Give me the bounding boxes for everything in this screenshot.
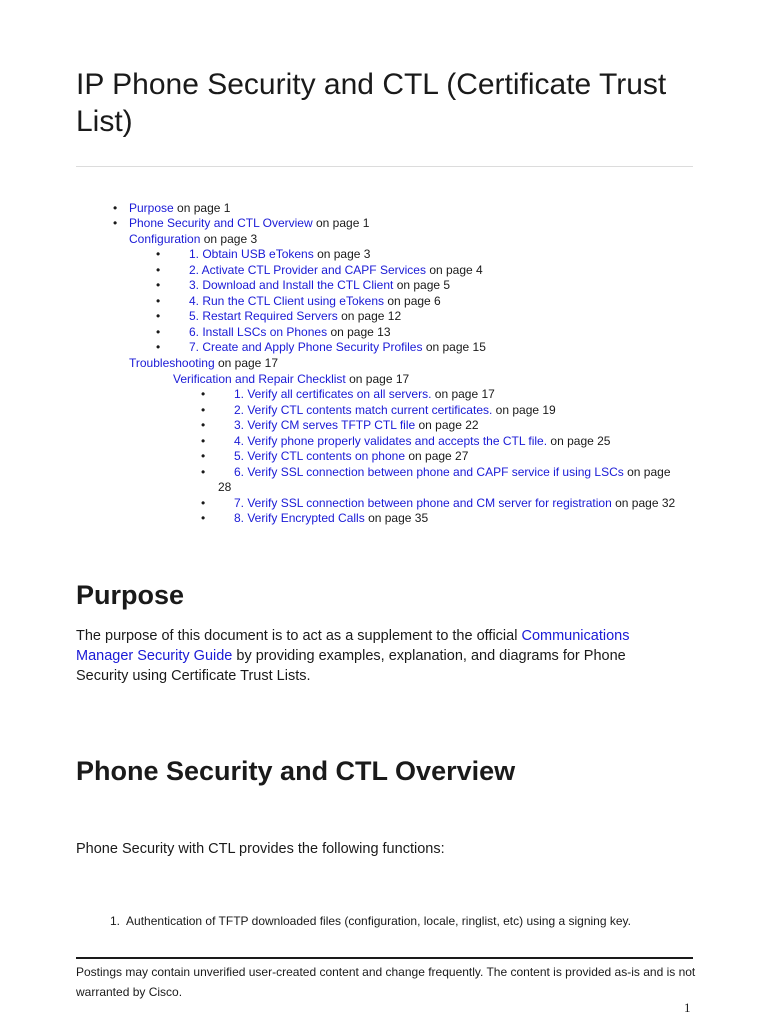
toc-bullet: • — [156, 247, 161, 261]
toc-bullet: • — [201, 434, 206, 448]
toc-link[interactable]: Troubleshooting — [129, 356, 215, 370]
toc-page: on page 19 — [495, 403, 556, 417]
toc-bullet: • — [156, 340, 161, 354]
toc-item-purpose — [129, 201, 230, 215]
toc-link[interactable]: 6. Verify SSL connection between phone and CAPF service if using LSCs — [234, 465, 624, 479]
section-heading-overview: Phone Security and CTL Overview — [76, 756, 516, 786]
toc-page: on page 15 — [425, 340, 486, 354]
toc-item — [234, 418, 479, 432]
toc-link[interactable]: Purpose — [129, 201, 174, 215]
toc-item-checklist — [173, 372, 409, 386]
title-divider — [76, 166, 693, 167]
toc-item — [234, 434, 610, 448]
toc-bullet: • — [201, 465, 206, 479]
toc-item-overview — [129, 216, 369, 230]
toc-bullet: • — [156, 263, 161, 277]
toc-page: on page 3 — [317, 247, 371, 261]
purpose-paragraph — [76, 626, 676, 686]
toc-page: on page — [627, 465, 671, 479]
toc-page: on page 17 — [434, 387, 495, 401]
toc-link[interactable]: 5. Restart Required Servers — [189, 309, 338, 323]
toc-link[interactable]: 3. Download and Install the CTL Client — [189, 278, 394, 292]
toc-link[interactable]: Configuration — [129, 232, 201, 246]
toc-link[interactable]: 4. Verify phone properly validates and accepts the CTL file. — [234, 434, 548, 448]
security-guide-link[interactable]: Communications Manager Security Guide — [76, 628, 630, 664]
toc-page: on page 22 — [418, 418, 479, 432]
document-title: IP Phone Security and CTL (Certificate Trust List) — [76, 68, 667, 138]
toc-link[interactable]: 1. Obtain USB eTokens — [189, 247, 314, 261]
toc-item — [189, 263, 483, 277]
toc-link[interactable]: 4. Run the CTL Client using eTokens — [189, 294, 384, 308]
list-item-text: Authentication of TFTP downloaded files (configuration, locale, ringlist, etc) using a signing key. — [126, 914, 631, 928]
toc-bullet: • — [156, 325, 161, 339]
toc-link[interactable]: 6. Install LSCs on Phones — [189, 325, 328, 339]
toc-item — [234, 403, 556, 417]
toc-page: on page 32 — [615, 496, 676, 510]
toc-page: on page 17 — [217, 356, 279, 370]
toc-item — [189, 278, 450, 292]
toc-link[interactable]: 5. Verify CTL contents on phone — [234, 449, 405, 463]
toc-bullet: • — [201, 449, 206, 463]
toc-page: on page 3 — [203, 232, 258, 246]
overview-intro: Phone Security with CTL provides the following functions: — [76, 841, 445, 857]
toc-link[interactable]: Verification and Repair Checklist — [173, 372, 346, 386]
toc-page: on page 12 — [341, 309, 402, 323]
toc-bullet: • — [201, 403, 206, 417]
toc-item — [189, 294, 441, 308]
toc-bullet: • — [201, 387, 206, 401]
toc-item-configuration — [129, 232, 257, 246]
toc-item — [234, 511, 428, 525]
toc-item — [234, 387, 495, 401]
toc-page-wrap: 28 — [218, 480, 232, 494]
toc-item — [189, 325, 391, 339]
toc-item-troubleshooting — [129, 356, 278, 370]
toc-bullet: • — [156, 294, 161, 308]
toc-item — [234, 496, 675, 510]
toc-link[interactable]: 2. Verify CTL contents match current certificates. — [234, 403, 493, 417]
toc-bullet: • — [113, 216, 118, 230]
toc-page: on page 4 — [429, 263, 483, 277]
toc-page: on page 17 — [349, 372, 410, 386]
list-item — [110, 914, 631, 928]
toc-link[interactable]: 7. Verify SSL connection between phone and CM server for registration — [234, 496, 612, 510]
toc-item — [234, 449, 468, 463]
toc-bullet: • — [156, 278, 161, 292]
toc-link[interactable]: 8. Verify Encrypted Calls — [234, 511, 365, 525]
footer-divider — [76, 957, 693, 959]
toc-link[interactable]: 1. Verify all certificates on all servers. — [234, 387, 432, 401]
section-heading-purpose: Purpose — [76, 580, 185, 610]
toc-link[interactable]: 3. Verify CM serves TFTP CTL file — [234, 418, 416, 432]
toc-item — [189, 309, 401, 323]
toc-page: on page 5 — [396, 278, 451, 292]
toc-page: on page 1 — [315, 216, 370, 230]
footer-disclaimer: Postings may contain unverified user-created content and change frequently. The content is provided as-is and is not warranted by Cisco. — [76, 965, 696, 999]
toc-item — [189, 247, 370, 261]
toc-bullet: • — [201, 511, 206, 525]
purpose-text-end: by providing examples, explanation, and diagrams for Phone Security using Certificate Trust Lists. — [76, 648, 626, 684]
toc-page: on page 13 — [330, 325, 391, 339]
list-number: 1. — [110, 914, 121, 928]
toc-link[interactable]: Phone Security and CTL Overview — [129, 216, 313, 230]
toc-page: on page 35 — [368, 511, 429, 525]
purpose-text-start: The purpose of this document is to act as a supplement to the official — [76, 628, 522, 644]
toc-page: on page 6 — [387, 294, 441, 308]
toc-bullet: • — [113, 201, 118, 215]
toc-bullet: • — [156, 309, 161, 323]
page-number: 1 — [684, 1000, 691, 1015]
toc-page: on page 27 — [408, 449, 469, 463]
toc-bullet: • — [201, 418, 206, 432]
toc-bullet: • — [201, 496, 206, 510]
toc-item — [189, 340, 486, 354]
toc-page: on page 1 — [177, 201, 231, 215]
toc-link[interactable]: 7. Create and Apply Phone Security Profiles — [189, 340, 423, 354]
toc-item — [234, 465, 671, 479]
toc-link[interactable]: 2. Activate CTL Provider and CAPF Services — [189, 263, 426, 277]
toc-page: on page 25 — [550, 434, 611, 448]
